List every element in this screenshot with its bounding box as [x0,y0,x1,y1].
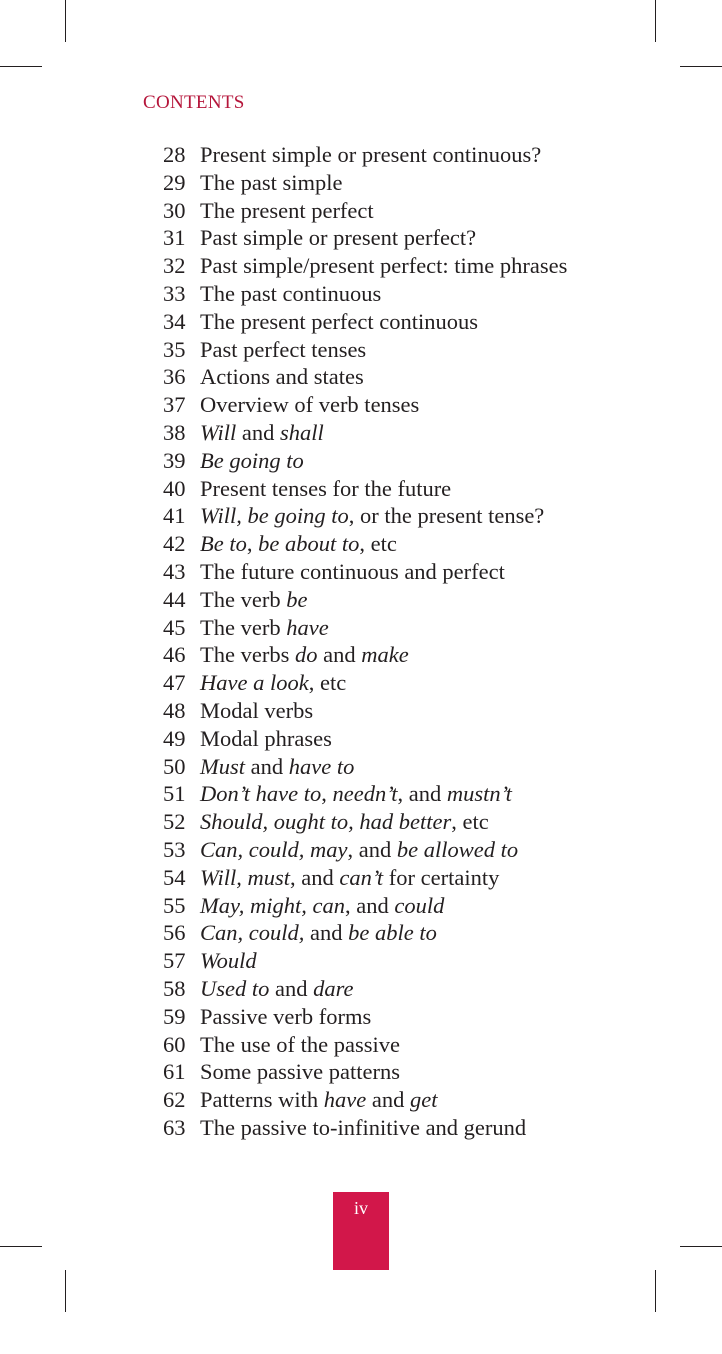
toc-title-italic-part: Have a look [200,670,309,696]
crop-mark-top-left-horizontal [0,66,42,67]
toc-entry-title [200,1031,600,1059]
toc-title-italic-part: Will [200,419,237,445]
toc-entry-number: 45 [163,614,186,640]
toc-entry-title [200,197,600,225]
toc-entry[interactable] [160,252,600,280]
toc-entry[interactable] [160,1003,600,1031]
toc-entry[interactable] [160,586,600,614]
toc-entry-number: 43 [163,558,186,584]
toc-entry-number: 36 [163,364,186,390]
toc-title-part: The verb [200,614,287,640]
toc-entry-number: 63 [163,1114,186,1140]
toc-title-italic-part: Be going to [200,447,304,473]
toc-title-part: Past perfect tenses [200,336,367,362]
toc-entry-title [200,141,600,169]
toc-title-italic-part: Used to [200,975,270,1001]
toc-entry-number: 29 [163,169,186,195]
toc-title-italic-part: Must [200,753,245,779]
toc-entry-title [200,530,600,558]
toc-title-part: , etc [359,531,397,557]
toc-title-italic-part: make [361,642,409,668]
toc-title-italic-part: could [394,892,445,918]
toc-entry[interactable] [160,697,600,725]
toc-entry[interactable] [160,753,600,781]
toc-entry-title [200,780,600,808]
toc-entry[interactable] [160,280,600,308]
toc-entry-number: 46 [163,642,186,668]
toc-title-italic-part: Can, could, may [200,836,348,862]
toc-entry[interactable] [160,558,600,586]
toc-entry[interactable] [160,836,600,864]
toc-entry-number: 35 [163,336,186,362]
toc-title-part: Passive verb forms [200,1003,372,1029]
table-of-contents [160,141,600,1142]
toc-entry-number: 56 [163,920,186,946]
toc-title-italic-part: be allowed to [396,836,519,862]
toc-title-part: , etc [451,809,489,835]
toc-entry[interactable] [160,725,600,753]
toc-entry-number: 40 [163,475,186,501]
toc-entry[interactable] [160,363,600,391]
toc-entry-number: 41 [163,503,186,529]
toc-entry-title [200,419,600,447]
toc-title-part: , and [397,781,447,807]
toc-title-italic-part: needn’t [332,781,398,807]
toc-entry-number: 34 [163,308,186,334]
toc-entry-number: 61 [163,1059,186,1085]
toc-title-part: The use of the passive [200,1031,400,1057]
crop-mark-top-left-vertical [65,0,66,42]
toc-title-part: and [304,920,349,946]
toc-title-part: and [245,753,289,779]
toc-entry-number: 48 [163,697,186,723]
toc-entry-title [200,725,600,753]
toc-entry-title [200,614,600,642]
toc-title-part: and [317,642,362,668]
toc-title-part: The verb [200,586,287,612]
toc-title-italic-part: Can, could, [200,920,305,946]
toc-title-part: and [236,419,281,445]
toc-entry-number: 42 [163,531,186,557]
toc-title-italic-part: be able to [348,920,437,946]
toc-title-part: The present perfect [200,197,374,223]
toc-entry[interactable] [160,780,600,808]
toc-title-italic-part: dare [313,975,354,1001]
toc-entry-number: 37 [163,392,186,418]
toc-title-part: , or the present tense? [348,503,545,529]
toc-entry-title [200,1058,600,1086]
toc-entry[interactable] [160,641,600,669]
toc-entry[interactable] [160,808,600,836]
toc-entry-title [200,280,600,308]
toc-entry-title [200,363,600,391]
toc-entry[interactable] [160,864,600,892]
crop-mark-top-right-vertical [655,0,656,42]
toc-title-part: Actions and states [200,364,364,390]
page-number-tab [333,1192,389,1270]
page-number: iv [353,1198,368,1218]
toc-title-part: The past continuous [200,280,382,306]
toc-title-italic-part: Will, be going to [200,503,349,529]
toc-entry-number: 49 [163,725,186,751]
toc-entry-number: 62 [163,1087,186,1113]
toc-entry-number: 53 [163,836,186,862]
toc-title-part: , etc [308,670,347,696]
toc-entry-number: 38 [163,419,186,445]
toc-entry[interactable] [160,975,600,1003]
toc-entry-title [200,447,600,475]
toc-entry[interactable] [160,1114,600,1142]
toc-title-italic-part: get [409,1087,438,1113]
toc-entry-title [200,169,600,197]
toc-entry[interactable] [160,669,600,697]
toc-entry-title [200,1114,600,1142]
crop-mark-bottom-right-vertical [655,1270,656,1312]
toc-entry-title [200,1086,600,1114]
toc-entry-number: 31 [163,225,186,251]
toc-entry[interactable] [160,141,600,169]
toc-entry[interactable] [160,1086,600,1114]
toc-title-part: , [246,531,259,557]
toc-title-part: Present simple or present continuous? [200,142,542,167]
toc-entry[interactable] [160,197,600,225]
toc-entry-number: 47 [163,670,186,696]
toc-title-part: , and [347,836,397,862]
toc-entry-number: 39 [163,447,186,473]
toc-entry[interactable] [160,892,600,920]
toc-entry-title [200,586,600,614]
toc-entry-title [200,947,600,975]
crop-mark-top-right-horizontal [680,66,722,67]
toc-entry[interactable] [160,419,600,447]
toc-entry-title [200,252,600,280]
toc-title-part: The passive to-infinitive and gerund [200,1114,527,1140]
toc-entry[interactable] [160,224,600,252]
toc-entry-title [200,502,600,530]
toc-entry[interactable] [160,947,600,975]
toc-entry-title [200,697,600,725]
toc-entry[interactable] [160,391,600,419]
toc-entry-number: 60 [163,1031,186,1057]
toc-entry-title [200,836,600,864]
toc-title-part: Some passive patterns [200,1059,400,1085]
toc-entry-number: 59 [163,1003,186,1029]
toc-title-part: , and [344,892,395,918]
toc-entry[interactable] [160,336,600,364]
toc-title-italic-part: Will, must [200,864,291,890]
toc-entry-title [200,919,600,947]
toc-entry-title [200,475,600,503]
toc-title-italic-part: have [323,1087,367,1113]
toc-entry-number: 58 [163,975,186,1001]
toc-entry-number: 51 [163,781,186,807]
toc-entry[interactable] [160,169,600,197]
toc-entry-title [200,641,600,669]
toc-entry-title [200,753,600,781]
toc-title-italic-part: Would [200,948,257,974]
toc-entry-number: 32 [163,253,186,279]
toc-entry-number: 33 [163,280,186,306]
toc-entry-number: 50 [163,753,186,779]
toc-title-part: The past simple [200,169,343,195]
toc-title-italic-part: have [286,614,329,640]
toc-title-italic-part: be [286,586,308,612]
toc-title-part: The verbs [200,642,295,668]
toc-title-part: The future continuous and perfect [200,558,505,584]
toc-title-italic-part: May, might, can [200,892,345,918]
toc-title-part: Modal phrases [200,725,332,751]
toc-title-italic-part: Don’t have to [200,781,322,807]
toc-entry-number: 30 [163,197,186,223]
toc-title-italic-part: do [294,642,318,668]
section-heading: CONTENTS [143,92,245,113]
toc-title-part: , [321,781,333,807]
toc-title-part: Patterns with [200,1087,324,1113]
toc-entry-title [200,864,600,892]
toc-entry-number: 28 [163,142,186,167]
toc-entry[interactable] [160,475,600,503]
toc-entry-number: 54 [163,864,186,890]
toc-entry-number: 55 [163,892,186,918]
toc-entry-title [200,336,600,364]
toc-entry-title [200,224,600,252]
toc-title-part: Overview of verb tenses [200,392,420,418]
toc-title-part: , and [290,864,340,890]
toc-title-italic-part: can’t [339,864,384,890]
toc-entry[interactable] [160,447,600,475]
toc-title-part: and [269,975,314,1001]
toc-entry-title [200,391,600,419]
toc-title-italic-part: mustn’t [446,781,512,807]
toc-entry-number: 44 [163,586,186,612]
toc-entry-title [200,808,600,836]
toc-title-italic-part: Should, ought to, had better [200,809,452,835]
toc-entry[interactable] [160,1031,600,1059]
toc-entry[interactable] [160,614,600,642]
toc-entry[interactable] [160,1058,600,1086]
crop-mark-bottom-left-horizontal [0,1246,42,1247]
toc-title-part: Present tenses for the future [200,475,452,501]
toc-title-part: Past simple/present perfect: time phrases [200,253,568,279]
toc-entry[interactable] [160,530,600,558]
toc-entry-title [200,892,600,920]
toc-entry-number: 57 [163,948,186,974]
toc-title-part: Modal verbs [200,697,314,723]
toc-entry[interactable] [160,919,600,947]
toc-title-part: for certainty [383,864,500,890]
toc-title-italic-part: be about to [258,531,360,557]
toc-entry-title [200,975,600,1003]
toc-title-italic-part: shall [280,419,324,445]
toc-entry-number: 52 [163,809,186,835]
crop-mark-bottom-right-horizontal [680,1246,722,1247]
toc-entry-title [200,669,600,697]
toc-title-part: The present perfect continuous [200,308,479,334]
toc-entry-title [200,558,600,586]
toc-title-part: Past simple or present perfect? [200,225,477,251]
toc-entry[interactable] [160,308,600,336]
toc-entry-title [200,308,600,336]
toc-entry-title [200,1003,600,1031]
toc-title-italic-part: have to [288,753,355,779]
toc-entry[interactable] [160,502,600,530]
crop-mark-bottom-left-vertical [65,1270,66,1312]
toc-title-italic-part: Be to [200,531,247,557]
toc-title-part: and [366,1087,410,1113]
